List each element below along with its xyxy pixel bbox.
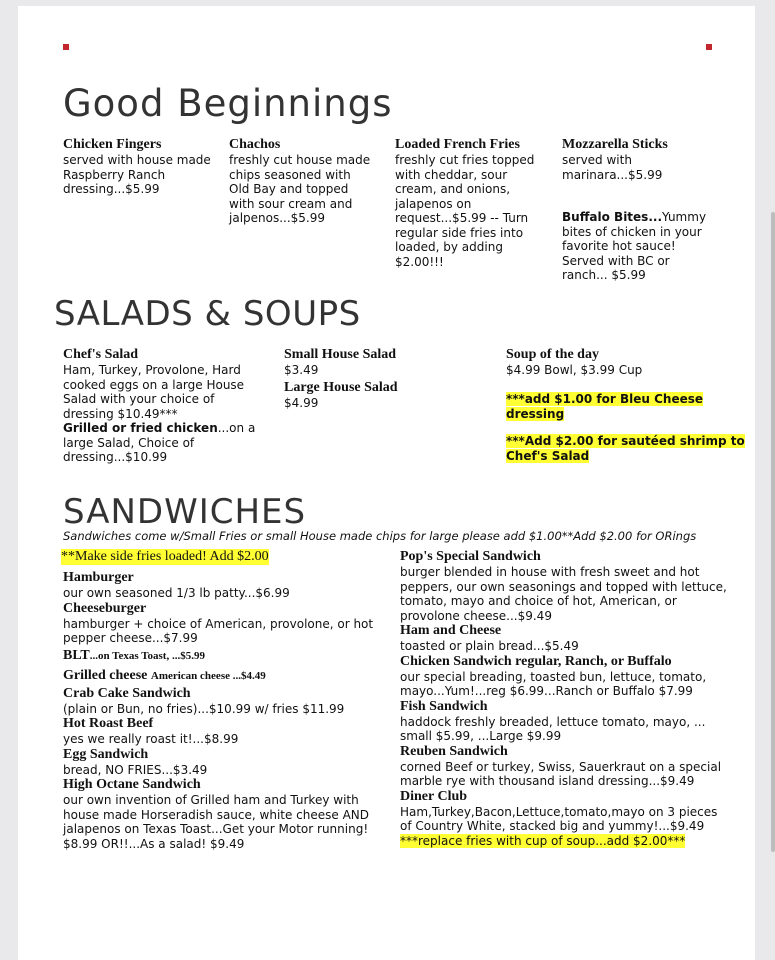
scrollbar[interactable] [771,212,775,852]
menu-item-ham-and-cheese: Ham and Cheese toasted or plain bread...$5.49 [400,623,579,653]
corner-marker-left [63,44,69,50]
shrimp-note: ***Add $2.00 for sautéed shrimp to Chef's Salad [506,434,745,463]
sandwich-column-left [63,570,383,851]
menu-item-chicken-fingers: Chicken Fingers served with house made Raspberry Ranch dressing...$5.99 [63,137,211,196]
sandwiches-title: SANDWICHES [63,492,307,532]
corner-marker-right [706,44,712,50]
menu-item-high-octane: High Octane Sandwich our own invention of Grilled ham and Turkey with house made Horseradish sauce, white cheese AND jalapenos on Texas Toast...Get your Motor running! $8.99 OR!!...As a salad! $9.49 [63,777,370,851]
menu-item-mozzarella-sticks: Mozzarella Sticks served with marinara...$5.99 [562,137,668,182]
menu-item-grilled-chicken: Grilled or fried chicken...on a large Salad, Choice of dressing...$10.99 [63,421,256,464]
loaded-fries-note: **Make side fries loaded! Add $2.00 [61,549,269,564]
menu-item-chachos: Chachos freshly cut house made chips seasoned with Old Bay and topped with sour cream and jalpenos...$5.99 [229,137,371,225]
sandwiches-tagline: Sandwiches come w/Small Fries or small House made chips for large please add $1.00**Add $2.00 for ORings [63,529,697,543]
sandwich-column-right [400,549,730,848]
menu-item-house-salads: Small House Salad $3.49 Large House Salad $4.99 [284,347,398,410]
menu-item-loaded-fries: Loaded French Fries freshly cut fries topped with cheddar, sour cream, and onions, jalapenos on request...$5.99 -- Turn regular side fries into loaded, by adding $2.00!!! [395,137,535,269]
menu-item-reuben: Reuben Sandwich corned Beef or turkey, Swiss, Sauerkraut on a special marble rye with thousand island dressing...$9.49 [400,743,722,788]
menu-item-crab-cake: Crab Cake Sandwich (plain or Bun, no fries)...$10.99 w/ fries $11.99 [63,685,345,716]
bleu-cheese-note: ***add $1.00 for Bleu Cheese dressing [506,392,704,421]
menu-item-hot-roast-beef: Hot Roast Beef yes we really roast it!...$8.99 [63,716,239,746]
menu-item-buffalo-bites: Buffalo Bites...Yummy bites of chicken in your favorite hot sauce! Served with BC or ranch... $5.99 [562,210,707,282]
good-beginnings-title: Good Beginnings [63,82,393,125]
menu-item-diner-club: Diner Club Ham,Turkey,Bacon,Lettuce,tomato,mayo on 3 pieces of Country White, stacked big and yummy!...$9.49 [400,788,718,833]
soup-replace-note: ***replace fries with cup of soup...add $2.00*** [400,833,686,848]
menu-item-fish-sandwich: Fish Sandwich haddock freshly breaded, lettuce tomato, mayo, ... small $5.99, ...Large $9.99 [400,698,706,743]
menu-item-hamburger: Hamburger our own seasoned 1/3 lb patty...$6.99 [63,570,290,600]
menu-item-chefs-salad: Chef's Salad Ham, Turkey, Provolone, Hard cooked eggs on a large House Salad with your choice of dressing $10.49*** Grilled or fried chicken...on a large Salad, Choice of dressing...$10.99 [63,347,268,465]
menu-item-soup-of-day: Soup of the day $4.99 Bowl, $3.99 Cup [506,347,643,377]
menu-item-pops-special: Pop's Special Sandwich burger blended in house with fresh sweet and hot peppers, our own seasonings and topped with lettuce, tomato, mayo and choice of hot, American, or provolone cheese...$9.49 [400,549,727,623]
menu-item-grilled-cheese: Grilled cheese American cheese ...$4.49 [63,667,266,683]
menu-item-chicken-sandwich: Chicken Sandwich regular, Ranch, or Buffalo our special breading, toasted bun, lettuce, tomato, mayo...Yum!...reg $6.99...Ranch or Buffalo $7.99 [400,653,707,698]
menu-item-blt: BLT...on Texas Toast, ...$5.99 [63,647,205,663]
menu-item-cheeseburger: Cheeseburger hamburger + choice of American, provolone, or hot pepper cheese...$7.99 [63,600,374,645]
salads-soups-title: SALADS & SOUPS [54,294,361,334]
menu-page [18,6,755,960]
menu-item-egg-sandwich: Egg Sandwich bread, NO FRIES...$3.49 [63,746,208,777]
